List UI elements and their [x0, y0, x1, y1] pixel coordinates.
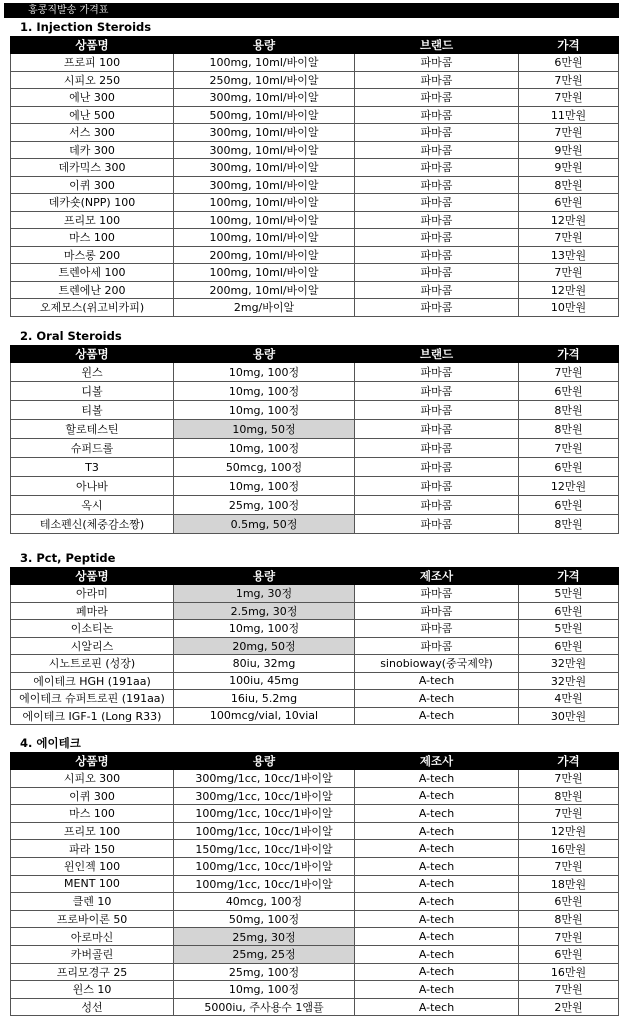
price-table-injection — [10, 36, 619, 317]
cell-product-name: 시피오 250 — [11, 71, 174, 89]
column-header-brand: 브랜드 — [355, 37, 519, 54]
cell-product-name: 시피오 300 — [11, 770, 174, 788]
cell-product-name: 에난 500 — [11, 106, 174, 124]
cell-product-name: 에이테크 슈퍼트로핀 (191aa) — [11, 690, 174, 708]
cell-dosage: 20mg, 50정 — [174, 637, 355, 655]
column-header-brand: 제조사 — [355, 753, 519, 770]
cell-brand: A-tech — [355, 672, 519, 690]
table-row — [11, 229, 619, 247]
cell-dosage: 300mg/1cc, 10cc/1바이알 — [174, 787, 355, 805]
cell-brand: A-tech — [355, 840, 519, 858]
table-row — [11, 477, 619, 496]
cell-brand: A-tech — [355, 928, 519, 946]
table-row — [11, 620, 619, 638]
column-header-dosage: 용량 — [174, 346, 355, 363]
cell-brand: 파마콤 — [355, 585, 519, 603]
cell-brand: 파마콤 — [355, 602, 519, 620]
column-header-product-name: 상품명 — [11, 753, 174, 770]
table-row — [11, 176, 619, 194]
cell-product-name: 아나바 — [11, 477, 174, 496]
table-row — [11, 672, 619, 690]
table-row — [11, 382, 619, 401]
table-row — [11, 159, 619, 177]
table-row — [11, 54, 619, 72]
cell-price: 6만원 — [519, 893, 619, 911]
cell-product-name: 성선 — [11, 998, 174, 1016]
cell-brand: 파마콤 — [355, 106, 519, 124]
cell-product-name: 마스롱 200 — [11, 246, 174, 264]
cell-product-name: 테소펜신(체중감소짱) — [11, 515, 174, 534]
cell-brand: 파마콤 — [355, 401, 519, 420]
cell-price: 12만원 — [519, 281, 619, 299]
table-row — [11, 264, 619, 282]
cell-price: 8만원 — [519, 176, 619, 194]
cell-product-name: 아라미 — [11, 585, 174, 603]
cell-dosage: 2mg/바이알 — [174, 299, 355, 317]
table-row — [11, 787, 619, 805]
cell-brand: A-tech — [355, 875, 519, 893]
cell-brand: A-tech — [355, 945, 519, 963]
table-row — [11, 246, 619, 264]
section-title-injection: 1. Injection Steroids — [20, 20, 152, 34]
cell-price: 16만원 — [519, 963, 619, 981]
table-row — [11, 194, 619, 212]
cell-dosage: 250mg, 10ml/바이알 — [174, 71, 355, 89]
cell-price: 7만원 — [519, 928, 619, 946]
cell-price: 32만원 — [519, 655, 619, 673]
cell-brand: A-tech — [355, 822, 519, 840]
cell-product-name: 트렌아세 100 — [11, 264, 174, 282]
cell-product-name: 트렌에난 200 — [11, 281, 174, 299]
cell-product-name: 페마라 — [11, 602, 174, 620]
cell-brand: 파마콤 — [355, 229, 519, 247]
cell-brand: 파마콤 — [355, 382, 519, 401]
cell-price: 6만원 — [519, 602, 619, 620]
cell-brand: 파마콤 — [355, 124, 519, 142]
header-bar — [4, 3, 619, 18]
table-row — [11, 602, 619, 620]
cell-price: 12만원 — [519, 822, 619, 840]
table-row — [11, 655, 619, 673]
cell-dosage: 100mg/1cc, 10cc/1바이알 — [174, 805, 355, 823]
table-row — [11, 89, 619, 107]
column-header-price: 가격 — [519, 753, 619, 770]
cell-product-name: 프리모 100 — [11, 822, 174, 840]
cell-brand: 파마콤 — [355, 211, 519, 229]
cell-dosage: 10mg, 100정 — [174, 620, 355, 638]
cell-brand: A-tech — [355, 787, 519, 805]
cell-price: 7만원 — [519, 89, 619, 107]
cell-price: 6만원 — [519, 945, 619, 963]
cell-product-name: 오제모스(위고비카피) — [11, 299, 174, 317]
section-title-pct-peptide: 3. Pct, Peptide — [20, 551, 116, 565]
cell-price: 5만원 — [519, 585, 619, 603]
cell-dosage: 200mg, 10ml/바이알 — [174, 281, 355, 299]
cell-price: 9만원 — [519, 141, 619, 159]
cell-dosage: 25mg, 30정 — [174, 928, 355, 946]
cell-price: 7만원 — [519, 264, 619, 282]
column-header-brand: 제조사 — [355, 568, 519, 585]
column-header-price: 가격 — [519, 37, 619, 54]
cell-product-name: 아로마신 — [11, 928, 174, 946]
cell-price: 7만원 — [519, 71, 619, 89]
section-title-atech: 4. 에이테크 — [20, 736, 81, 750]
cell-price: 30만원 — [519, 707, 619, 725]
cell-brand: 파마콤 — [355, 363, 519, 382]
cell-price: 6만원 — [519, 637, 619, 655]
cell-brand: A-tech — [355, 963, 519, 981]
cell-price: 7만원 — [519, 229, 619, 247]
column-header-dosage: 용량 — [174, 37, 355, 54]
cell-brand: 파마콤 — [355, 264, 519, 282]
table-row — [11, 106, 619, 124]
column-header-product-name: 상품명 — [11, 346, 174, 363]
cell-price: 7만원 — [519, 363, 619, 382]
table-row — [11, 998, 619, 1016]
table-row — [11, 981, 619, 999]
cell-dosage: 25mg, 25정 — [174, 945, 355, 963]
cell-product-name: 마스 100 — [11, 805, 174, 823]
cell-dosage: 0.5mg, 50정 — [174, 515, 355, 534]
cell-dosage: 100mg/1cc, 10cc/1바이알 — [174, 857, 355, 875]
cell-brand: A-tech — [355, 805, 519, 823]
table-row — [11, 363, 619, 382]
cell-price: 8만원 — [519, 515, 619, 534]
cell-product-name: 클렌 10 — [11, 893, 174, 911]
cell-price: 7만원 — [519, 981, 619, 999]
cell-product-name: 에이테크 HGH (191aa) — [11, 672, 174, 690]
table-header-row — [11, 37, 619, 54]
cell-price: 2만원 — [519, 998, 619, 1016]
cell-product-name: 파라 150 — [11, 840, 174, 858]
cell-price: 7만원 — [519, 857, 619, 875]
table-row — [11, 211, 619, 229]
cell-dosage: 300mg, 10ml/바이알 — [174, 124, 355, 142]
cell-product-name: 시알리스 — [11, 637, 174, 655]
cell-dosage: 25mg, 100정 — [174, 496, 355, 515]
table-row — [11, 893, 619, 911]
column-header-product-name: 상품명 — [11, 37, 174, 54]
table-row — [11, 141, 619, 159]
column-header-dosage: 용량 — [174, 568, 355, 585]
cell-brand: 파마콤 — [355, 420, 519, 439]
cell-price: 9만원 — [519, 159, 619, 177]
cell-brand: 파마콤 — [355, 515, 519, 534]
cell-product-name: 티볼 — [11, 401, 174, 420]
table-row — [11, 928, 619, 946]
cell-price: 11만원 — [519, 106, 619, 124]
table-row — [11, 496, 619, 515]
cell-product-name: 디볼 — [11, 382, 174, 401]
cell-price: 7만원 — [519, 805, 619, 823]
cell-brand: 파마콤 — [355, 496, 519, 515]
cell-product-name: 카버골린 — [11, 945, 174, 963]
cell-dosage: 10mg, 100정 — [174, 981, 355, 999]
cell-dosage: 10mg, 50정 — [174, 420, 355, 439]
table-row — [11, 281, 619, 299]
table-row — [11, 945, 619, 963]
cell-price: 10만원 — [519, 299, 619, 317]
cell-price: 4만원 — [519, 690, 619, 708]
table-row — [11, 71, 619, 89]
cell-brand: A-tech — [355, 910, 519, 928]
table-row — [11, 420, 619, 439]
cell-price: 6만원 — [519, 496, 619, 515]
cell-price: 8만원 — [519, 910, 619, 928]
cell-brand: 파마콤 — [355, 194, 519, 212]
table-row — [11, 401, 619, 420]
cell-product-name: 데카믹스 300 — [11, 159, 174, 177]
cell-dosage: 16iu, 5.2mg — [174, 690, 355, 708]
cell-dosage: 100mg/1cc, 10cc/1바이알 — [174, 822, 355, 840]
price-table-oral — [10, 345, 619, 534]
cell-brand: 파마콤 — [355, 620, 519, 638]
cell-dosage: 40mcg, 100정 — [174, 893, 355, 911]
cell-dosage: 100mg, 10ml/바이알 — [174, 54, 355, 72]
cell-brand: 파마콤 — [355, 89, 519, 107]
table-row — [11, 963, 619, 981]
cell-price: 6만원 — [519, 382, 619, 401]
table-row — [11, 840, 619, 858]
cell-product-name: T3 — [11, 458, 174, 477]
cell-price: 18만원 — [519, 875, 619, 893]
cell-product-name: 윈인젝 100 — [11, 857, 174, 875]
cell-product-name: 프리모 100 — [11, 211, 174, 229]
cell-brand: 파마콤 — [355, 637, 519, 655]
table-row — [11, 690, 619, 708]
table-row — [11, 910, 619, 928]
cell-dosage: 150mg/1cc, 10cc/1바이알 — [174, 840, 355, 858]
table-row — [11, 124, 619, 142]
cell-brand: 파마콤 — [355, 477, 519, 496]
cell-brand: A-tech — [355, 857, 519, 875]
cell-dosage: 100mg/1cc, 10cc/1바이알 — [174, 875, 355, 893]
table-row — [11, 770, 619, 788]
cell-dosage: 100mg, 10ml/바이알 — [174, 211, 355, 229]
cell-brand: 파마콤 — [355, 71, 519, 89]
cell-product-name: 할로테스틴 — [11, 420, 174, 439]
cell-price: 12만원 — [519, 211, 619, 229]
cell-price: 32만원 — [519, 672, 619, 690]
column-header-price: 가격 — [519, 346, 619, 363]
cell-dosage: 300mg, 10ml/바이알 — [174, 176, 355, 194]
table-row — [11, 822, 619, 840]
cell-dosage: 25mg, 100정 — [174, 963, 355, 981]
price-table-atech — [10, 752, 619, 1016]
table-row — [11, 707, 619, 725]
cell-price: 6만원 — [519, 194, 619, 212]
cell-dosage: 100mg, 10ml/바이알 — [174, 194, 355, 212]
cell-price: 7만원 — [519, 770, 619, 788]
cell-brand: A-tech — [355, 690, 519, 708]
cell-dosage: 300mg, 10ml/바이알 — [174, 159, 355, 177]
cell-dosage: 10mg, 100정 — [174, 382, 355, 401]
column-header-brand: 브랜드 — [355, 346, 519, 363]
table-row — [11, 515, 619, 534]
cell-dosage: 50mg, 100정 — [174, 910, 355, 928]
cell-dosage: 80iu, 32mg — [174, 655, 355, 673]
cell-product-name: 이퀴 300 — [11, 176, 174, 194]
cell-product-name: 옥시 — [11, 496, 174, 515]
cell-dosage: 10mg, 100정 — [174, 477, 355, 496]
table-header-row — [11, 568, 619, 585]
cell-brand: 파마콤 — [355, 281, 519, 299]
cell-dosage: 10mg, 100정 — [174, 363, 355, 382]
cell-brand: 파마콤 — [355, 54, 519, 72]
cell-brand: 파마콤 — [355, 141, 519, 159]
price-table-pct-peptide — [10, 567, 619, 725]
header-title: 홍콩직발송 가격표 — [28, 5, 109, 16]
table-row — [11, 805, 619, 823]
cell-dosage: 100mg, 10ml/바이알 — [174, 264, 355, 282]
cell-dosage: 500mg, 10ml/바이알 — [174, 106, 355, 124]
cell-product-name: 서스 300 — [11, 124, 174, 142]
cell-product-name: 에난 300 — [11, 89, 174, 107]
cell-product-name: 데카 300 — [11, 141, 174, 159]
cell-brand: 파마콤 — [355, 159, 519, 177]
cell-price: 13만원 — [519, 246, 619, 264]
table-row — [11, 585, 619, 603]
cell-dosage: 100mg, 10ml/바이알 — [174, 229, 355, 247]
cell-dosage: 300mg/1cc, 10cc/1바이알 — [174, 770, 355, 788]
cell-price: 8만원 — [519, 401, 619, 420]
cell-dosage: 100mcg/vial, 10vial — [174, 707, 355, 725]
cell-brand: 파마콤 — [355, 439, 519, 458]
cell-dosage: 10mg, 100정 — [174, 401, 355, 420]
cell-product-name: 에이테크 IGF-1 (Long R33) — [11, 707, 174, 725]
cell-brand: A-tech — [355, 998, 519, 1016]
cell-brand: 파마콤 — [355, 176, 519, 194]
cell-product-name: 프로바이론 50 — [11, 910, 174, 928]
cell-brand: A-tech — [355, 707, 519, 725]
cell-dosage: 300mg, 10ml/바이알 — [174, 89, 355, 107]
cell-price: 8만원 — [519, 787, 619, 805]
table-row — [11, 458, 619, 477]
cell-dosage: 1mg, 30정 — [174, 585, 355, 603]
cell-brand: A-tech — [355, 770, 519, 788]
cell-product-name: 시노트로핀 (성장) — [11, 655, 174, 673]
cell-price: 5만원 — [519, 620, 619, 638]
table-row — [11, 299, 619, 317]
cell-product-name: 슈퍼드롤 — [11, 439, 174, 458]
cell-product-name: 데카숏(NPP) 100 — [11, 194, 174, 212]
table-row — [11, 439, 619, 458]
table-header-row — [11, 346, 619, 363]
cell-dosage: 300mg, 10ml/바이알 — [174, 141, 355, 159]
cell-brand: A-tech — [355, 981, 519, 999]
cell-product-name: 이퀴 300 — [11, 787, 174, 805]
cell-dosage: 10mg, 100정 — [174, 439, 355, 458]
cell-dosage: 5000iu, 주사용수 1앰플 — [174, 998, 355, 1016]
cell-brand: 파마콤 — [355, 246, 519, 264]
table-row — [11, 637, 619, 655]
cell-product-name: 이소티논 — [11, 620, 174, 638]
cell-price: 16만원 — [519, 840, 619, 858]
cell-dosage: 100iu, 45mg — [174, 672, 355, 690]
cell-product-name: 프리모경구 25 — [11, 963, 174, 981]
cell-price: 12만원 — [519, 477, 619, 496]
cell-product-name: 윈스 — [11, 363, 174, 382]
section-title-oral: 2. Oral Steroids — [20, 329, 122, 343]
cell-brand: A-tech — [355, 893, 519, 911]
cell-price: 6만원 — [519, 458, 619, 477]
cell-price: 6만원 — [519, 54, 619, 72]
cell-dosage: 200mg, 10ml/바이알 — [174, 246, 355, 264]
cell-product-name: 윈스 10 — [11, 981, 174, 999]
cell-product-name: 마스 100 — [11, 229, 174, 247]
column-header-product-name: 상품명 — [11, 568, 174, 585]
column-header-price: 가격 — [519, 568, 619, 585]
cell-price: 8만원 — [519, 420, 619, 439]
table-row — [11, 875, 619, 893]
cell-price: 7만원 — [519, 439, 619, 458]
column-header-dosage: 용량 — [174, 753, 355, 770]
cell-product-name: MENT 100 — [11, 875, 174, 893]
cell-brand: sinobioway(중국제약) — [355, 655, 519, 673]
table-header-row — [11, 753, 619, 770]
cell-dosage: 50mcg, 100정 — [174, 458, 355, 477]
cell-dosage: 2.5mg, 30정 — [174, 602, 355, 620]
cell-price: 7만원 — [519, 124, 619, 142]
cell-brand: 파마콤 — [355, 299, 519, 317]
table-row — [11, 857, 619, 875]
cell-product-name: 프로피 100 — [11, 54, 174, 72]
cell-brand: 파마콤 — [355, 458, 519, 477]
